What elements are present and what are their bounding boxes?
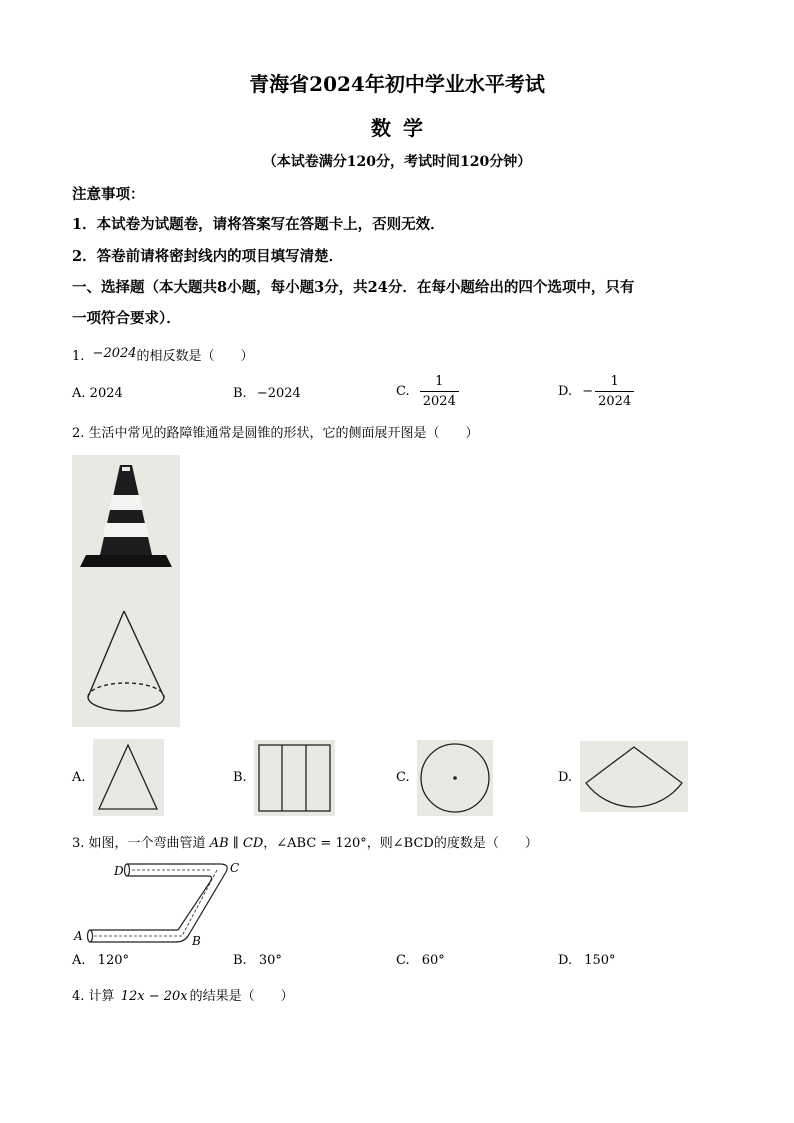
circle-icon xyxy=(417,740,493,816)
label-A: A xyxy=(74,929,83,943)
q1-option-b-value: −2024 xyxy=(256,386,301,401)
q1-option-a-value: 2024 xyxy=(89,386,123,401)
question-4-suffix: 的结果是（ ） xyxy=(189,989,294,1004)
q3-option-b[interactable] xyxy=(233,953,282,968)
triangle-icon xyxy=(93,739,164,816)
notice-heading: 注意事项： xyxy=(72,186,145,203)
label-B: B xyxy=(192,934,201,946)
q2-option-c-label: C. xyxy=(396,770,410,785)
question-3-parallel: AB ∥ CD xyxy=(209,836,264,851)
q2-option-c[interactable] xyxy=(396,770,410,785)
q2-option-d[interactable] xyxy=(558,770,572,785)
q1-option-c-fraction xyxy=(420,374,459,409)
question-4 xyxy=(72,985,294,1004)
subject-title: 数学 xyxy=(371,116,435,140)
q3-option-d-label: D. xyxy=(558,953,573,968)
question-1 xyxy=(72,345,254,364)
question-1-text: 的相反数是（ ） xyxy=(136,349,254,364)
q2-option-a-label: A. xyxy=(72,770,86,785)
q3-option-c-label: C. xyxy=(396,953,410,968)
cone-drawing-icon xyxy=(88,611,164,711)
q1-option-d-denominator: 2024 xyxy=(598,394,632,409)
q1-option-b-label: B. xyxy=(233,386,247,401)
q3-option-a-value: 120° xyxy=(97,953,129,968)
label-C: C xyxy=(230,861,240,875)
q1-option-c-denominator: 2024 xyxy=(422,394,456,409)
q2-option-b-label: B. xyxy=(233,770,247,785)
q1-option-c-label: C. xyxy=(396,384,410,399)
q1-option-d-numerator: 1 xyxy=(610,374,619,389)
question-4-prefix: 4. 计算 xyxy=(72,989,115,1004)
question-2: 2. 生活中常见的路障锥通常是圆锥的形状，它的侧面展开图是（ ） xyxy=(72,426,479,441)
q3-option-b-value: 30° xyxy=(258,953,282,968)
question-1-expr: −2024 xyxy=(92,346,137,361)
notice-item-2: 2．答卷前请将密封线内的项目填写清楚． xyxy=(72,248,344,265)
q3-option-b-label: B. xyxy=(233,953,247,968)
q3-option-a[interactable] xyxy=(72,953,129,968)
exam-note: （本试卷满分120分，考试时间120分钟） xyxy=(262,154,532,170)
triangle-figure xyxy=(93,739,164,816)
section-1-line-2: 一项符合要求）． xyxy=(72,310,181,327)
q1-option-d[interactable] xyxy=(558,374,634,409)
q1-option-a-label: A. xyxy=(72,386,86,401)
question-4-expr: 12x − 20x xyxy=(120,989,188,1004)
q2-option-a[interactable] xyxy=(72,770,86,785)
rectangle-figure xyxy=(254,740,335,816)
rectangle-icon xyxy=(254,740,335,816)
q3-option-d-value: 150° xyxy=(584,953,616,968)
bent-pipe-icon xyxy=(72,860,252,946)
question-1-number: 1. xyxy=(72,349,85,364)
q1-option-c-numerator: 1 xyxy=(435,374,444,389)
circle-figure xyxy=(417,740,493,816)
q1-option-b[interactable] xyxy=(233,386,301,401)
question-3-prefix: 3. 如图，一个弯曲管道 xyxy=(72,836,206,851)
sector-icon xyxy=(580,741,688,812)
q2-option-d-label: D. xyxy=(558,770,573,785)
q1-option-d-fraction xyxy=(595,374,634,409)
q1-option-d-sign: − xyxy=(582,384,594,399)
q2-option-b[interactable] xyxy=(233,770,247,785)
traffic-cone-icon xyxy=(80,465,172,567)
q1-option-a[interactable] xyxy=(72,386,123,401)
pipe-figure xyxy=(72,860,252,946)
traffic-cone-photo xyxy=(72,455,180,727)
q3-option-c-value: 60° xyxy=(421,953,445,968)
q1-option-d-label: D. xyxy=(558,384,573,399)
label-D: D xyxy=(114,864,124,878)
q3-option-c[interactable] xyxy=(396,953,445,968)
q3-option-a-label: A. xyxy=(72,953,86,968)
exam-title: 青海省2024年初中学业水平考试 xyxy=(249,72,545,96)
question-3-text: ，∠ABC = 120°，则∠BCD的度数是（ ） xyxy=(263,836,538,851)
q1-option-c[interactable] xyxy=(396,374,459,409)
question-3 xyxy=(72,832,538,851)
notice-item-1: 1．本试卷为试题卷，请将答案写在答题卡上，否则无效． xyxy=(72,216,445,233)
q3-option-d[interactable] xyxy=(558,953,616,968)
sector-figure xyxy=(580,741,688,812)
section-1-line-1: 一、选择题（本大题共8小题，每小题3分，共24分．在每小题给出的四个选项中，只有 xyxy=(72,279,635,296)
